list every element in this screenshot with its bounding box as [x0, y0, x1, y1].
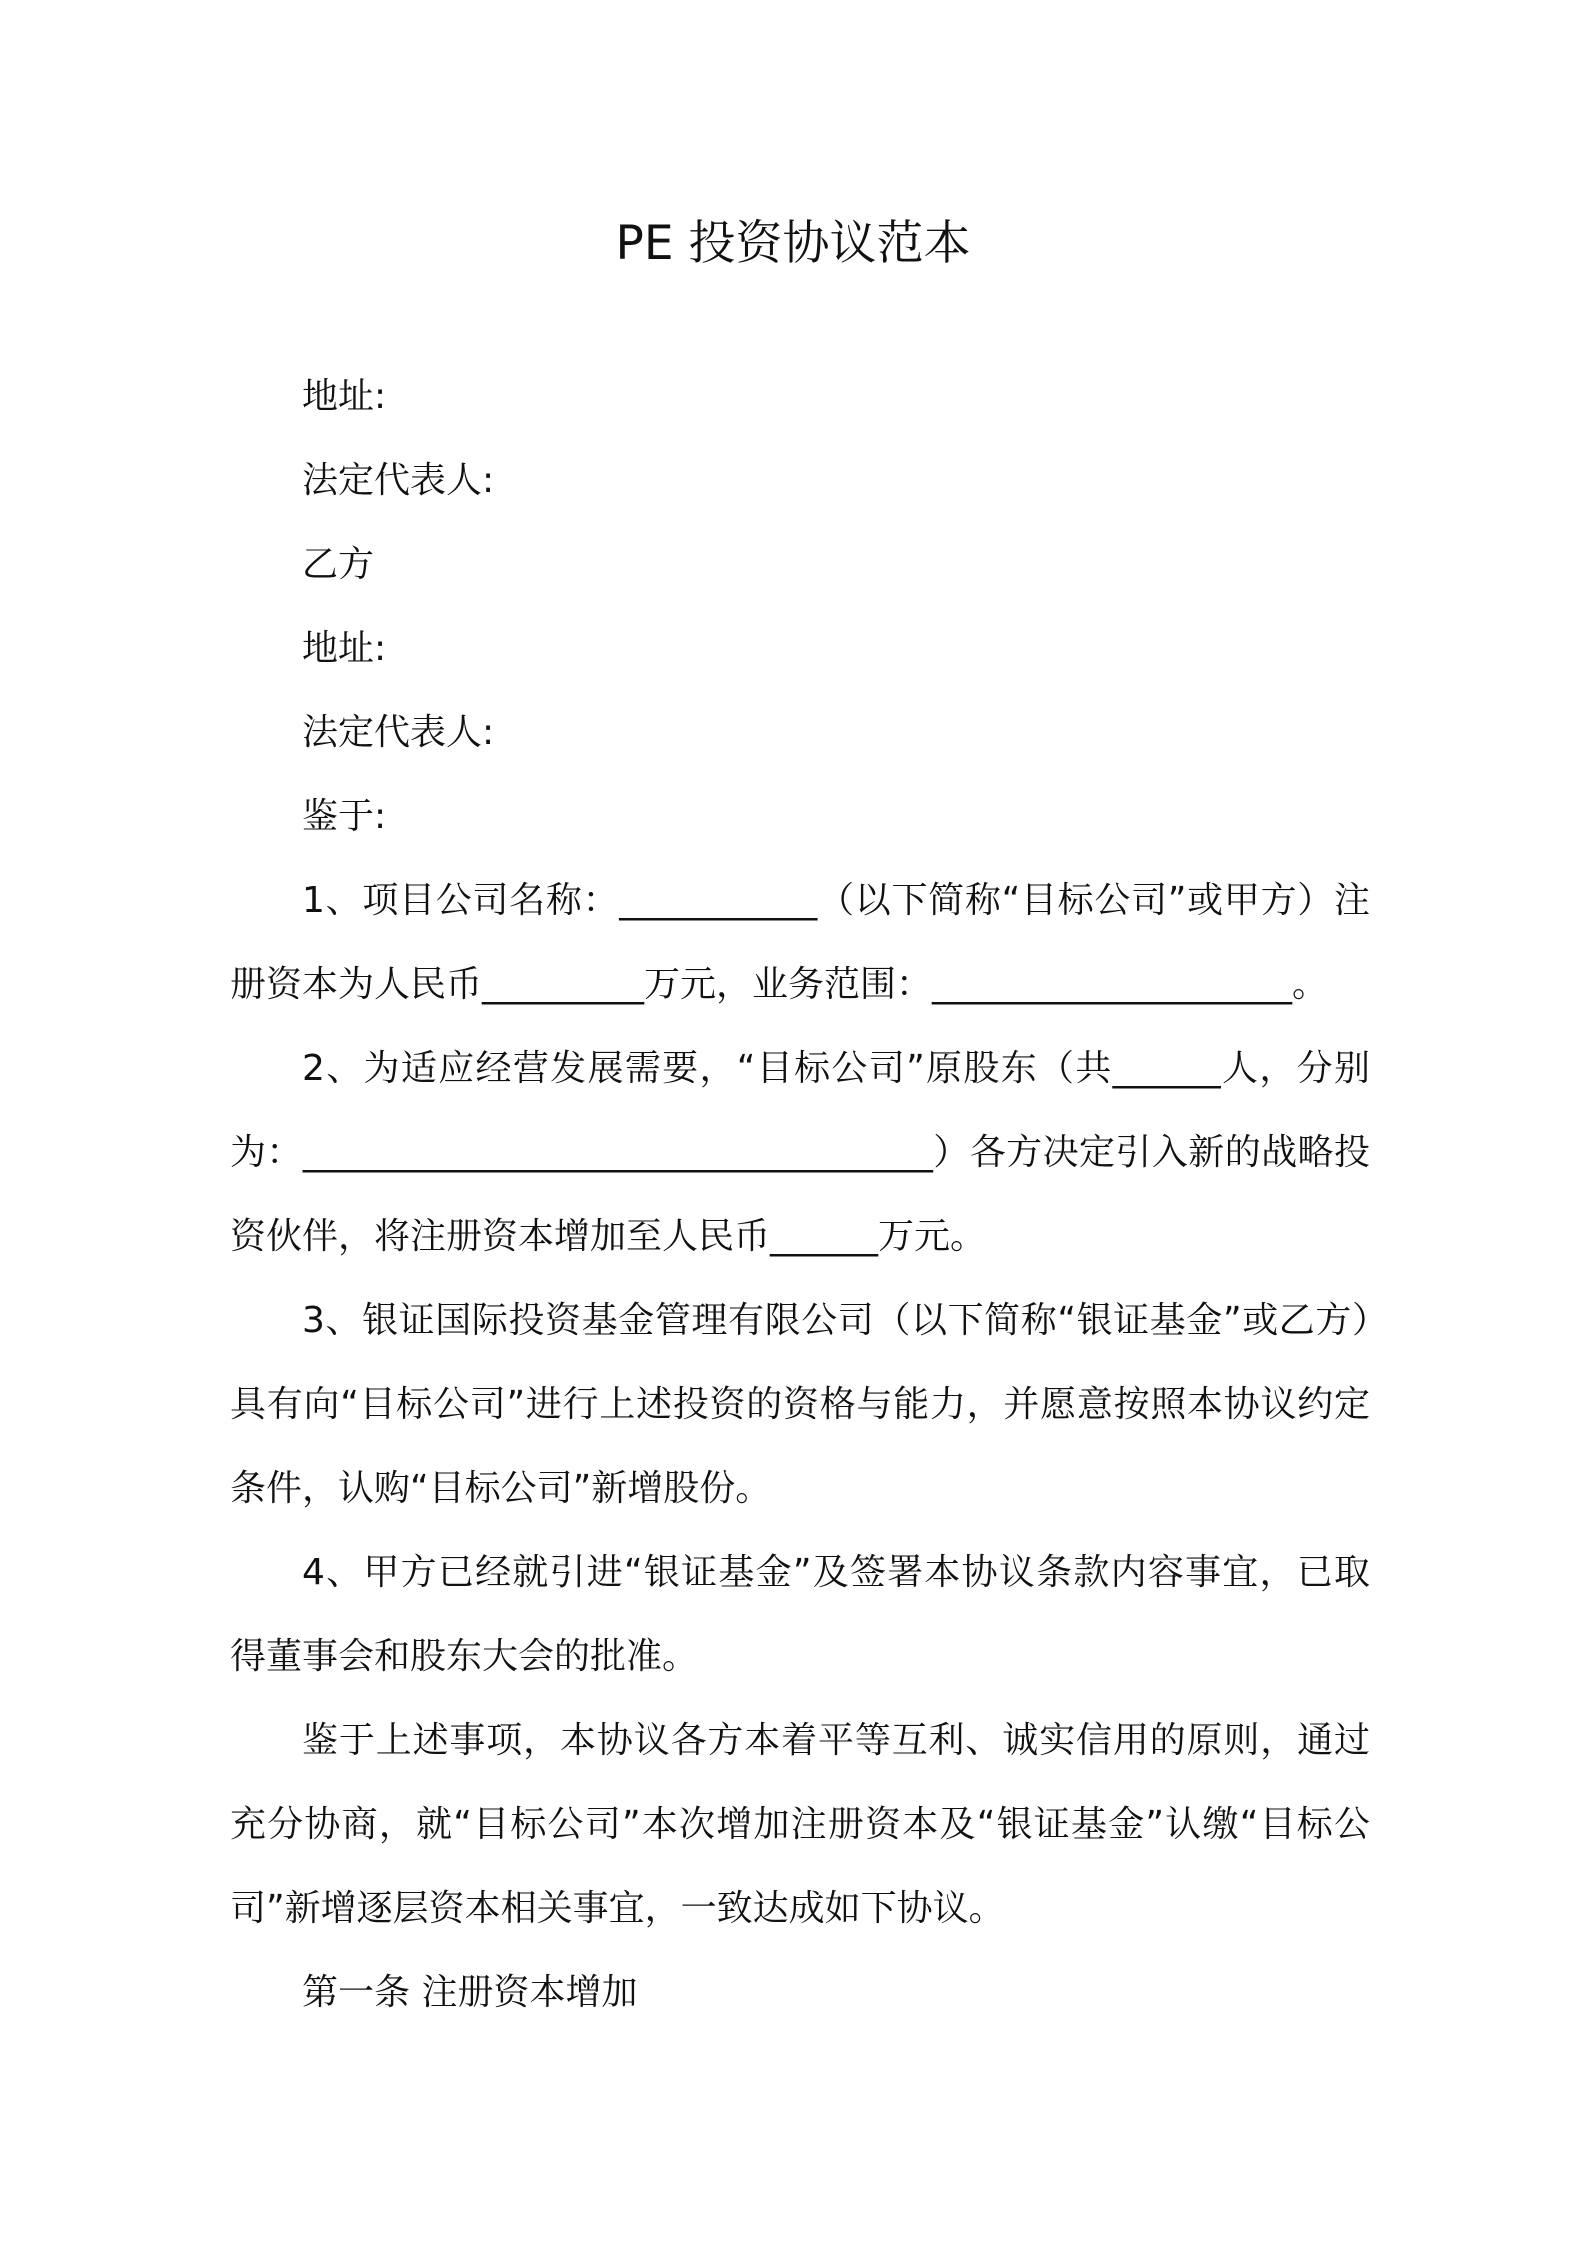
agreement-preamble: 鉴于上述事项，本协议各方本着平等互利、诚实信用的原则，通过充分协商，就“目标公司”本次增加注册资本及“银证基金”认缴“目标公司”新增逐层资本相关事宜，一致达成如下协议。	[230, 1720, 1370, 1929]
recital-4: 4、甲方已经就引进“银证基金”及签署本协议条款内容事宜，已取得董事会和股东大会的批准。	[230, 1552, 1370, 1677]
document-title: PE 投资协议范本	[615, 216, 971, 271]
party-b-representative-line: 法定代表人:	[302, 712, 495, 753]
party-a-address-line: 地址:	[302, 376, 387, 417]
party-a-representative-line: 法定代表人:	[302, 460, 495, 501]
recital-2: 2、为适应经营发展需要，“目标公司”原股东（共______人，分别为：___________________________________）各方决定引入新的战略投资伙伴，将注册资本增加至人民币______万元。	[230, 1048, 1370, 1257]
whereas-heading: 鉴于:	[302, 796, 387, 837]
article-1-heading: 第一条 注册资本增加	[302, 1972, 638, 2013]
document-body	[230, 355, 1370, 2035]
party-b-heading: 乙方	[302, 544, 375, 585]
recital-1: 1、项目公司名称：___________（以下简称“目标公司”或甲方）注册资本为人民币_________万元，业务范围：____________________。	[230, 880, 1370, 1005]
recital-3: 3、银证国际投资基金管理有限公司（以下简称“银证基金”或乙方）具有向“目标公司”进行上述投资的资格与能力，并愿意按照本协议约定条件，认购“目标公司”新增股份。	[230, 1300, 1370, 1509]
party-b-address-line: 地址:	[302, 628, 387, 669]
